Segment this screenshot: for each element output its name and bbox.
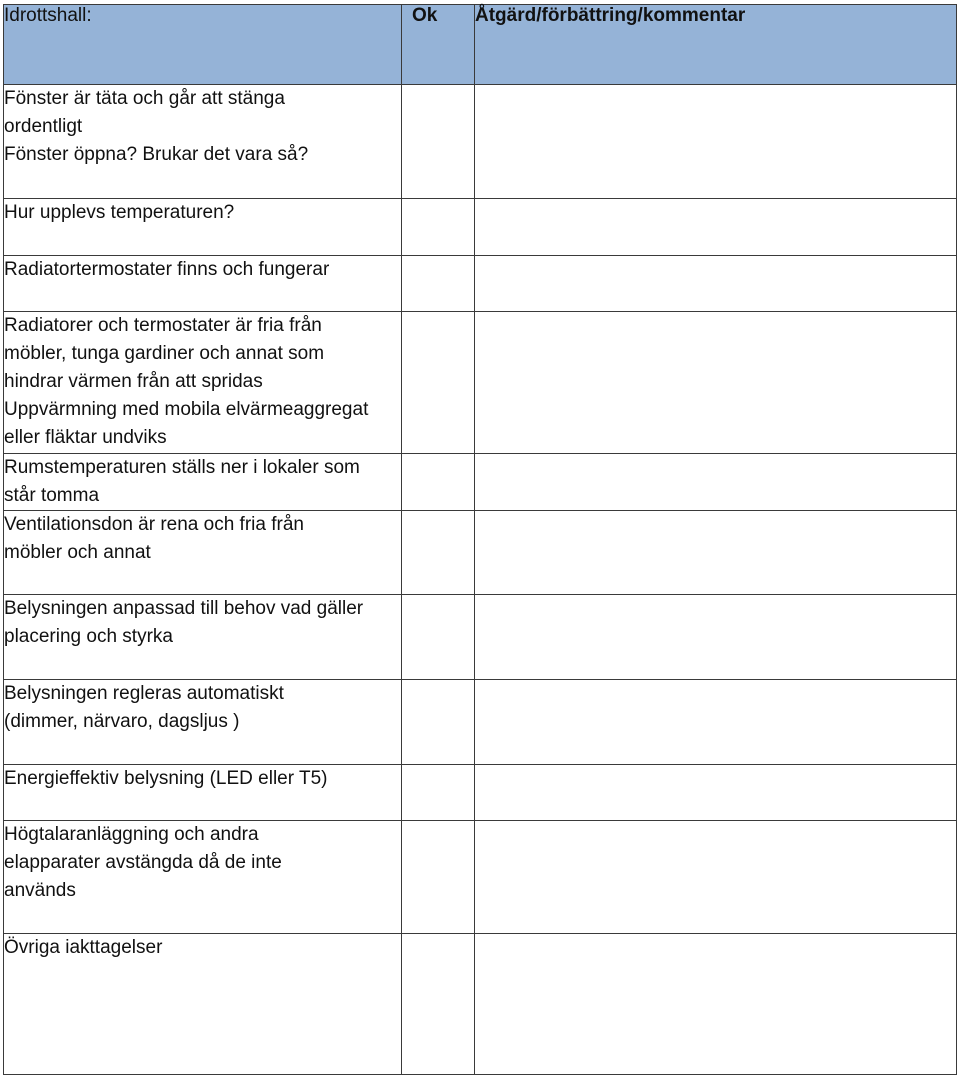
comment-cell[interactable] [475,85,957,199]
comment-cell[interactable] [475,454,957,511]
table-row [4,821,957,934]
ok-cell[interactable] [402,765,475,821]
item-text: Fönster öppna? Brukar det vara så? [4,144,309,165]
row-item [4,312,402,454]
row-item [4,765,402,821]
ok-cell[interactable] [402,85,475,199]
row-item [4,199,402,256]
ok-cell[interactable] [402,312,475,454]
ok-cell[interactable] [402,256,475,312]
item-text: Radiatortermostater finns och fungerar [4,259,330,280]
item-text: Energieffektiv belysning (LED eller T5) [4,768,328,789]
ok-cell[interactable] [402,595,475,680]
table-row [4,312,957,454]
ok-cell[interactable] [402,511,475,595]
comment-cell[interactable] [475,821,957,934]
ok-cell[interactable] [402,934,475,1075]
item-text: Radiatorer och termostater är fria från möbler, tunga gardiner och annat som hindrar värmen från att spridas [4,315,325,392]
table-row [4,595,957,680]
header-row [4,5,957,85]
ok-cell[interactable] [402,454,475,511]
header-action-comment: Åtgärd/förbättring/kommentar [475,5,957,85]
row-item [4,934,402,1075]
row-item [4,511,402,595]
table-row [4,765,957,821]
table-row [4,511,957,595]
item-text: Uppvärmning med mobila elvärmeaggregat eller fläktar undviks [4,399,369,448]
row-item [4,821,402,934]
item-text: Övriga iakttagelser [4,937,163,958]
row-item [4,85,402,199]
row-item [4,680,402,765]
ok-cell[interactable] [402,680,475,765]
table-row [4,256,957,312]
comment-cell[interactable] [475,511,957,595]
ok-cell[interactable] [402,821,475,934]
item-text: Ventilationsdon är rena och fria från möbler och annat [4,514,304,563]
table-row [4,85,957,199]
row-item [4,256,402,312]
table-row [4,454,957,511]
item-text: Fönster är täta och går att stänga ordentligt [4,88,285,137]
item-text: Belysningen regleras automatiskt (dimmer, närvaro, dagsljus ) [4,683,284,732]
comment-cell[interactable] [475,765,957,821]
checklist-table [3,4,957,1075]
row-item [4,595,402,680]
comment-cell[interactable] [475,680,957,765]
row-item [4,454,402,511]
comment-cell[interactable] [475,312,957,454]
item-text: Belysningen anpassad till behov vad gäller placering och styrka [4,598,364,647]
header-facility: Idrottshall: [4,5,402,85]
ok-cell[interactable] [402,199,475,256]
comment-cell[interactable] [475,934,957,1075]
item-text: Rumstemperaturen ställs ner i lokaler som står tomma [4,457,360,506]
table-row [4,680,957,765]
comment-cell[interactable] [475,199,957,256]
item-text: Högtalaranläggning och andra elapparater avstängda då de inte används [4,824,282,901]
table-row [4,199,957,256]
comment-cell[interactable] [475,595,957,680]
table-row [4,934,957,1075]
item-text: Hur upplevs temperaturen? [4,202,235,223]
header-ok: Ok [402,5,475,85]
comment-cell[interactable] [475,256,957,312]
